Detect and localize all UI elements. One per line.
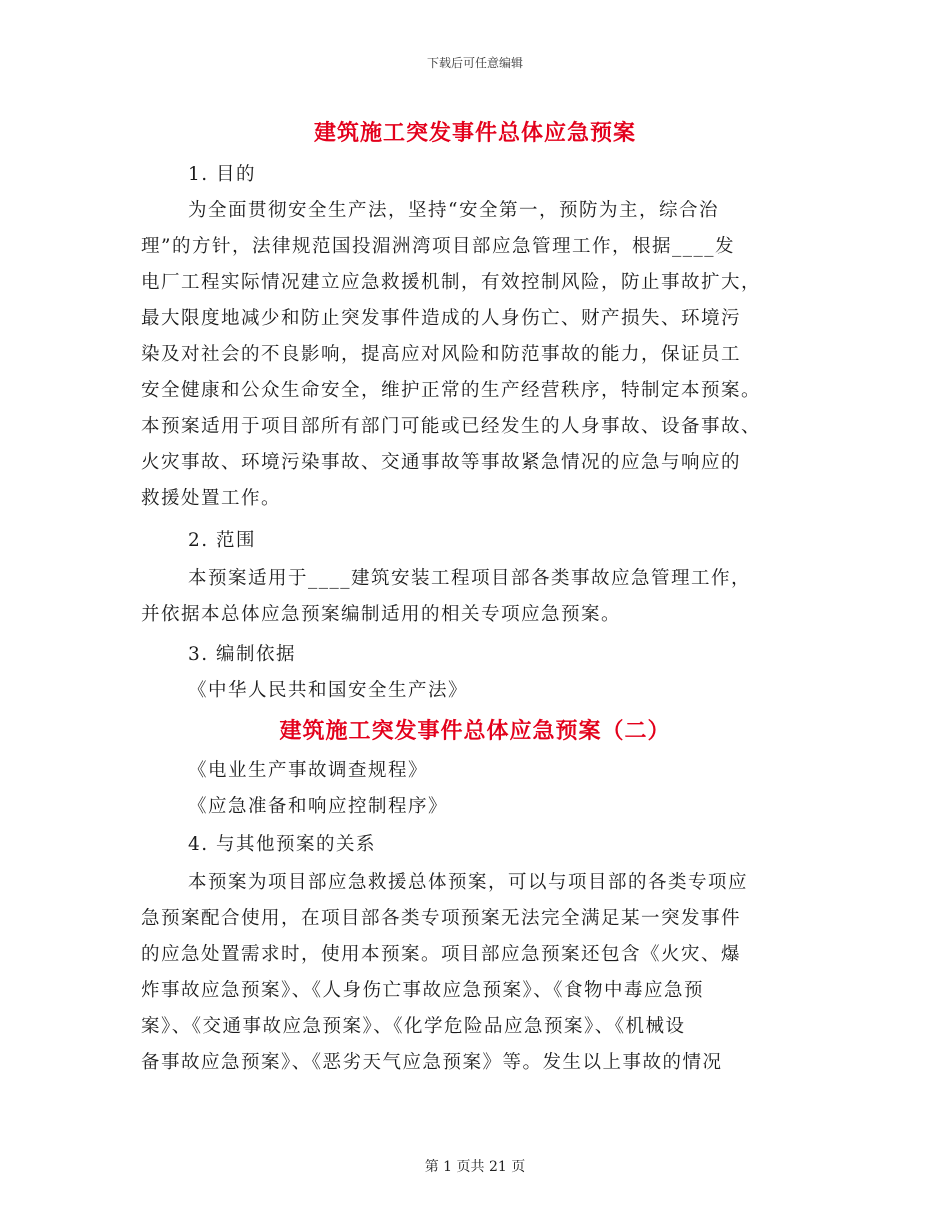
section-heading-relation: 4. 与其他预案的关系 (188, 834, 377, 855)
section-heading-basis: 3. 编制依据 (188, 644, 297, 665)
paragraph-line: 火灾事故、环境污染事故、交通事故等事故紧急情况的应急与响应的 (141, 452, 742, 473)
paragraph-line: 急预案配合使用，在项目部各类专项预案无法完全满足某一突发事件 (141, 908, 742, 929)
paragraph-line: 染及对社会的不良影响，提高应对风险和防范事故的能力，保证员工 (141, 344, 742, 365)
paragraph-line: 炸事故应急预案》、《人身伤亡事故应急预案》、《食物中毒应急预 (141, 980, 705, 1001)
paragraph-line: 并依据本总体应急预案编制适用的相关专项应急预案。 (141, 604, 622, 625)
paragraph-line: 的应急处置需求时，使用本预案。项目部应急预案还包含《火灾、爆 (141, 944, 742, 965)
reference-item: 《应急准备和响应控制程序》 (188, 796, 449, 817)
document-subtitle: 建筑施工突发事件总体应急预案（二） (279, 718, 671, 744)
document-title: 建筑施工突发事件总体应急预案 (313, 120, 636, 146)
paragraph-line: 理”的方针，法律规范国投湄洲湾项目部应急管理工作，根据____发 (141, 236, 735, 257)
reference-item: 《电业生产事故调查规程》 (188, 760, 429, 781)
paragraph-line: 本预案适用于____建筑安装工程项目部各类事故应急管理工作， (188, 568, 752, 589)
paragraph-line: 案》、《交通事故应急预案》、《化学危险品应急预案》、《机械设 (141, 1016, 686, 1037)
paragraph-line: 救援处置工作。 (141, 488, 282, 509)
paragraph-line: 本预案适用于项目部所有部门可能或已经发生的人身事故、设备事故、 (141, 416, 762, 437)
paragraph-line: 电厂工程实际情况建立应急救援机制，有效控制风险，防止事故扩大， (141, 272, 762, 293)
paragraph-line: 本预案为项目部应急救援总体预案，可以与项目部的各类专项应 (188, 872, 749, 893)
section-heading-purpose: 1. 目的 (188, 164, 257, 185)
paragraph-line: 为全面贯彻安全生产法，坚持“安全第一，预防为主，综合治 (188, 200, 719, 221)
paragraph-line: 安全健康和公众生命安全，维护正常的生产经营秩序，特制定本预案。 (141, 380, 762, 401)
reference-item: 《中华人民共和国安全生产法》 (188, 680, 469, 701)
paragraph-line: 备事故应急预案》、《恶劣天气应急预案》等。发生以上事故的情况 (141, 1052, 723, 1073)
header-note: 下载后可任意编辑 (426, 56, 523, 70)
page-number: 第 1 页共 21 页 (424, 1159, 526, 1175)
paragraph-line: 最大限度地减少和防止突发事件造成的人身伤亡、财产损失、环境污 (141, 308, 742, 329)
section-heading-scope: 2. 范围 (188, 530, 257, 551)
